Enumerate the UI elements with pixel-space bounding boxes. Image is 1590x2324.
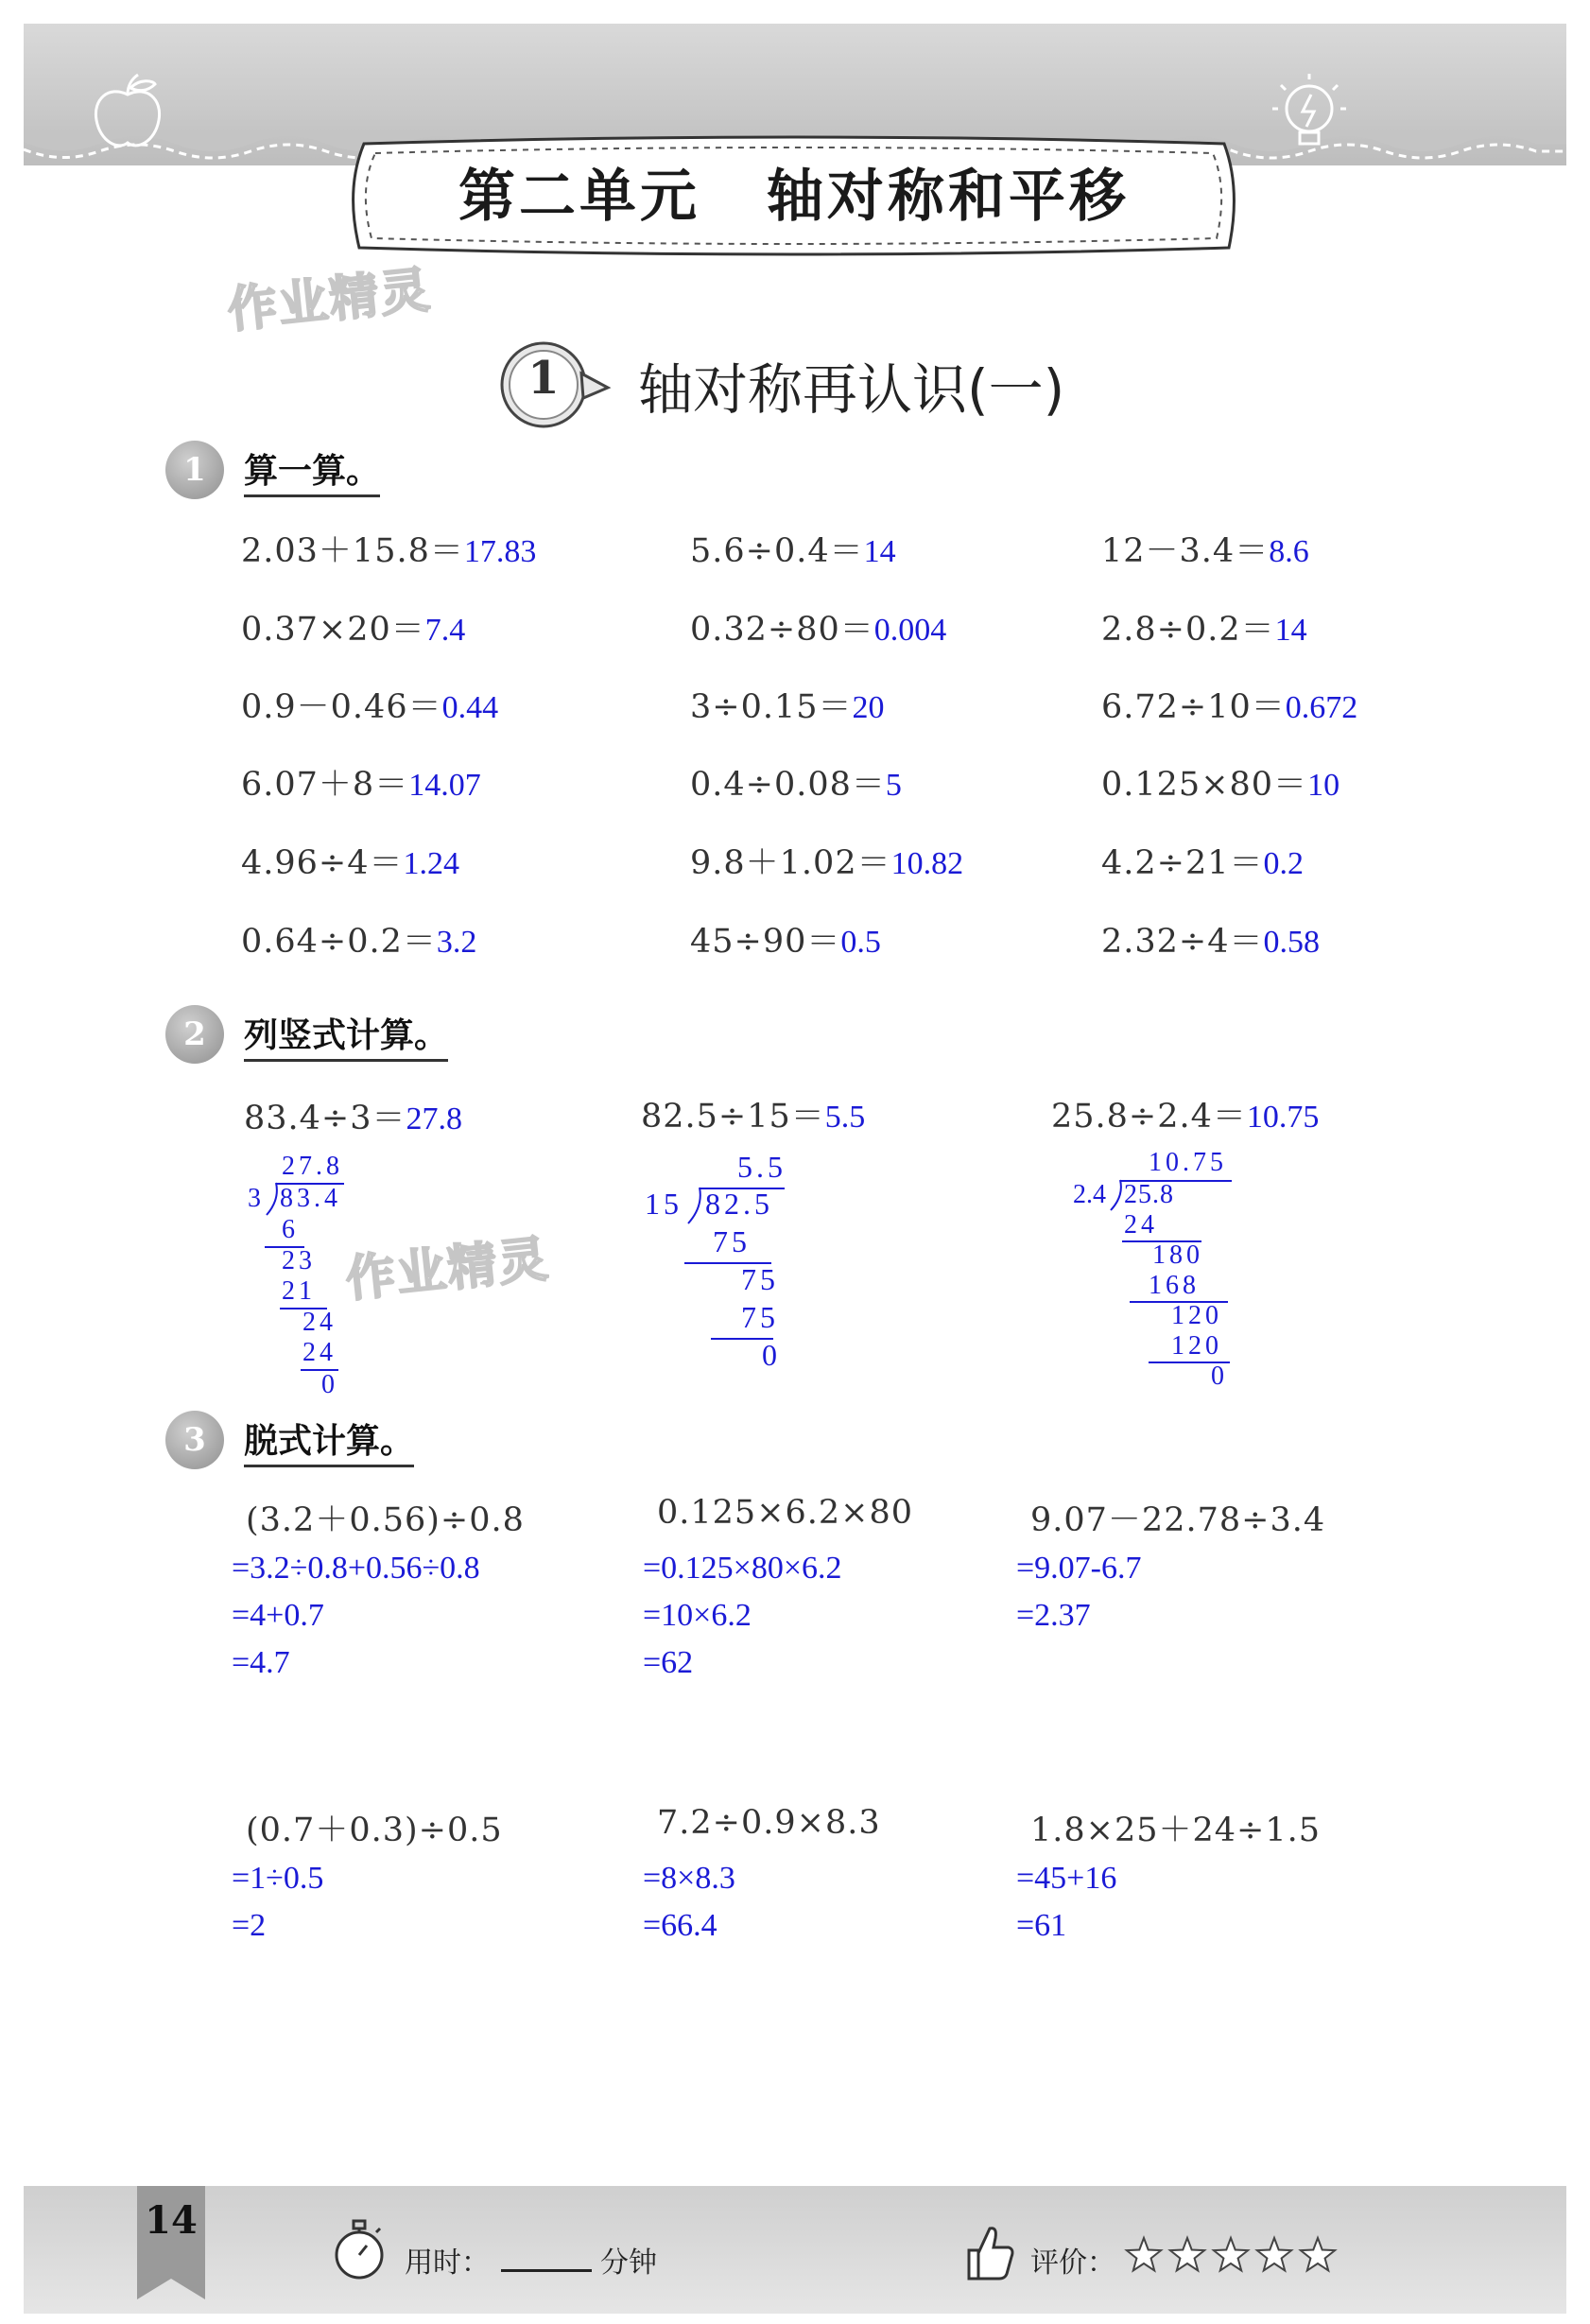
page-number: 14 [145, 2198, 198, 2243]
problem-answer: 1.24 [403, 846, 460, 881]
ld1-row-3: 21 [282, 1276, 316, 1306]
long-division-3 [1073, 1144, 1243, 1399]
calc-problem [690, 603, 946, 650]
ld3-divisor: 2.4 [1073, 1180, 1106, 1209]
calc-problem [1101, 915, 1320, 963]
calc-problem [241, 758, 481, 806]
problem-expression: 3÷0.15＝ [690, 688, 853, 726]
problem-expression: 0.37×20＝ [241, 611, 425, 649]
calc-problem [1101, 525, 1309, 572]
lightbulb-icon [1267, 66, 1352, 161]
rating-star-icon[interactable] [1127, 2238, 1161, 2270]
problem-expression: 2.32÷4＝ [1101, 923, 1264, 961]
problem-expression: 2.03＋15.8＝ [241, 532, 464, 570]
time-label: 用时： [405, 2246, 490, 2280]
ld1-row-5: 24 [302, 1338, 337, 1367]
rating-label: 评价： [1030, 2246, 1115, 2280]
ld2-row-2: 75 [741, 1262, 779, 1296]
section-2-title: 列竖式计算。 [244, 1009, 448, 1062]
ld1-quotient: 27.8 [282, 1152, 343, 1181]
stepwise-problem: (3.2＋0.56)÷0.8 [246, 1501, 525, 1539]
section-3-title: 脱式计算。 [244, 1414, 414, 1467]
ld3-bracket [1109, 1180, 1124, 1212]
problem-answer: 10.82 [890, 846, 964, 881]
problem-expression: 4.96÷4＝ [241, 844, 404, 882]
rating-stars [1123, 2233, 1350, 2276]
solution-step: =66.4 [643, 1908, 717, 1943]
thumbs-up-icon [959, 2217, 1016, 2283]
time-input-blank[interactable] [501, 2269, 592, 2272]
solution-step: =9.07-6.7 [1016, 1551, 1142, 1586]
ld1-bracket [265, 1183, 280, 1217]
ld1-divisor: 3 [248, 1184, 265, 1213]
ld1-row-1: 6 [282, 1215, 299, 1244]
solution-step: =62 [643, 1645, 694, 1680]
problem-expression: 0.32÷80＝ [690, 611, 874, 649]
ld2-row-1: 75 [713, 1224, 751, 1258]
ld2-row-3: 75 [741, 1300, 779, 1334]
calc-problem [690, 758, 902, 806]
vertical-problem-3: 25.8÷2.4＝10.75 [1051, 1098, 1320, 1136]
ld3-row-4: 120 [1171, 1301, 1222, 1330]
stopwatch-icon [331, 2217, 388, 2283]
problem-answer: 0.672 [1285, 690, 1358, 725]
problem-answer: 17.83 [463, 534, 537, 569]
calc-problem [1101, 603, 1307, 650]
vertical-problem-1: 83.4÷3＝27.8 [244, 1100, 463, 1137]
problem-answer: 14 [1274, 613, 1307, 648]
ld2-bracket [686, 1188, 703, 1225]
problem-answer: 0.58 [1263, 925, 1321, 960]
watermark-2: 作业精灵 [343, 1230, 553, 1309]
section-3-number: 3 [165, 1411, 224, 1469]
solution-step: =3.2÷0.8+0.56÷0.8 [232, 1551, 480, 1586]
problem-answer: 14.07 [408, 768, 481, 803]
ld2-row-4: 0 [762, 1338, 781, 1372]
solution-step: =4.7 [232, 1645, 290, 1680]
problem-expression: 0.4÷0.08＝ [690, 766, 886, 804]
ld3-row-3: 168 [1149, 1271, 1200, 1300]
rating-star-icon[interactable] [1214, 2238, 1248, 2270]
section-1-title: 算一算。 [244, 444, 380, 497]
ld1-dividend: 83.4 [280, 1184, 341, 1213]
ld3-row-5: 120 [1171, 1331, 1222, 1361]
ld3-quotient: 10.75 [1149, 1148, 1227, 1177]
problem-expression: 6.07＋8＝ [241, 766, 409, 804]
lesson-title: 轴对称再认识(一) [638, 357, 1065, 422]
problem-expression: 6.72÷10＝ [1101, 688, 1286, 726]
problem-expression: 45÷90＝ [690, 923, 841, 961]
calc-problem [690, 915, 881, 963]
solution-step: =10×6.2 [643, 1598, 752, 1633]
problem-answer: 0.5 [840, 925, 881, 960]
ld3-row-6: 0 [1211, 1361, 1228, 1391]
solution-step: =2.37 [1016, 1598, 1091, 1633]
rating-star-icon[interactable] [1170, 2238, 1204, 2270]
calc-problem [1101, 837, 1304, 884]
lesson-number: 1 [527, 352, 560, 405]
stepwise-problem: 7.2÷0.9×8.3 [657, 1804, 881, 1842]
calc-problem [690, 525, 896, 572]
solution-step: =2 [232, 1908, 267, 1943]
calc-problem [1101, 758, 1339, 806]
rating-star-icon[interactable] [1301, 2238, 1335, 2270]
calc-problem [690, 681, 885, 728]
problem-expression: 0.64÷0.2＝ [241, 923, 437, 961]
problem-answer: 3.2 [436, 925, 477, 960]
problem-expression: 4.2÷21＝ [1101, 844, 1264, 882]
long-division-2 [643, 1144, 794, 1380]
ld3-row-1: 24 [1124, 1210, 1158, 1240]
calc-problem [241, 915, 476, 963]
watermark: 作业精灵 [225, 261, 435, 340]
vertical-problem-2: 82.5÷15＝5.5 [641, 1098, 866, 1136]
problem-expression: 9.8＋1.02＝ [690, 844, 891, 882]
problem-answer: 7.4 [424, 613, 466, 648]
stepwise-problem: 1.8×25＋24÷1.5 [1030, 1812, 1322, 1849]
ld3-dividend: 25.8 [1124, 1180, 1174, 1209]
solution-step: =61 [1016, 1908, 1067, 1943]
calc-problem [241, 837, 459, 884]
calc-problem [1101, 681, 1357, 728]
ld2-quotient: 5.5 [737, 1150, 786, 1184]
ld2-divisor: 15 [645, 1187, 683, 1221]
solution-step: =45+16 [1016, 1861, 1117, 1896]
section-2-number: 2 [165, 1005, 224, 1064]
ld1-row-6: 0 [321, 1370, 338, 1399]
problem-answer: 5 [885, 768, 902, 803]
calc-problem [241, 525, 536, 572]
problem-answer: 0.2 [1263, 846, 1305, 881]
solution-step: =8×8.3 [643, 1861, 735, 1896]
rating-star-icon[interactable] [1257, 2238, 1291, 2270]
apple-icon [85, 71, 170, 156]
calc-problem [241, 681, 498, 728]
calc-problem [690, 837, 963, 884]
problem-answer: 20 [852, 690, 885, 725]
section-1-number: 1 [165, 441, 224, 499]
problem-answer: 14 [863, 534, 896, 569]
problem-answer: 0.004 [873, 613, 947, 648]
unit-title: 第二单元 轴对称和平移 [458, 164, 1130, 230]
time-unit: 分钟 [600, 2246, 657, 2280]
ld1-row-2: 23 [282, 1246, 316, 1275]
ld2-dividend: 82.5 [705, 1187, 773, 1221]
problem-answer: 8.6 [1269, 534, 1309, 569]
solution-step: =0.125×80×6.2 [643, 1551, 842, 1586]
problem-expression: 12－3.4＝ [1101, 532, 1270, 570]
stepwise-problem: 9.07－22.78÷3.4 [1030, 1501, 1326, 1539]
problem-expression: 2.8÷0.2＝ [1101, 611, 1275, 649]
calc-problem [241, 603, 465, 650]
ld1-row-4: 24 [302, 1308, 337, 1337]
stepwise-problem: (0.7＋0.3)÷0.5 [246, 1812, 503, 1849]
problem-expression: 0.9－0.46＝ [241, 688, 442, 726]
problem-expression: 0.125×80＝ [1101, 766, 1308, 804]
problem-expression: 5.6÷0.4＝ [690, 532, 864, 570]
problem-answer: 10 [1307, 768, 1340, 803]
stepwise-problem: 0.125×6.2×80 [657, 1494, 914, 1532]
problem-answer: 0.44 [441, 690, 499, 725]
ld3-row-2: 180 [1152, 1240, 1203, 1270]
solution-step: =1÷0.5 [232, 1861, 324, 1896]
solution-step: =4+0.7 [232, 1598, 324, 1633]
